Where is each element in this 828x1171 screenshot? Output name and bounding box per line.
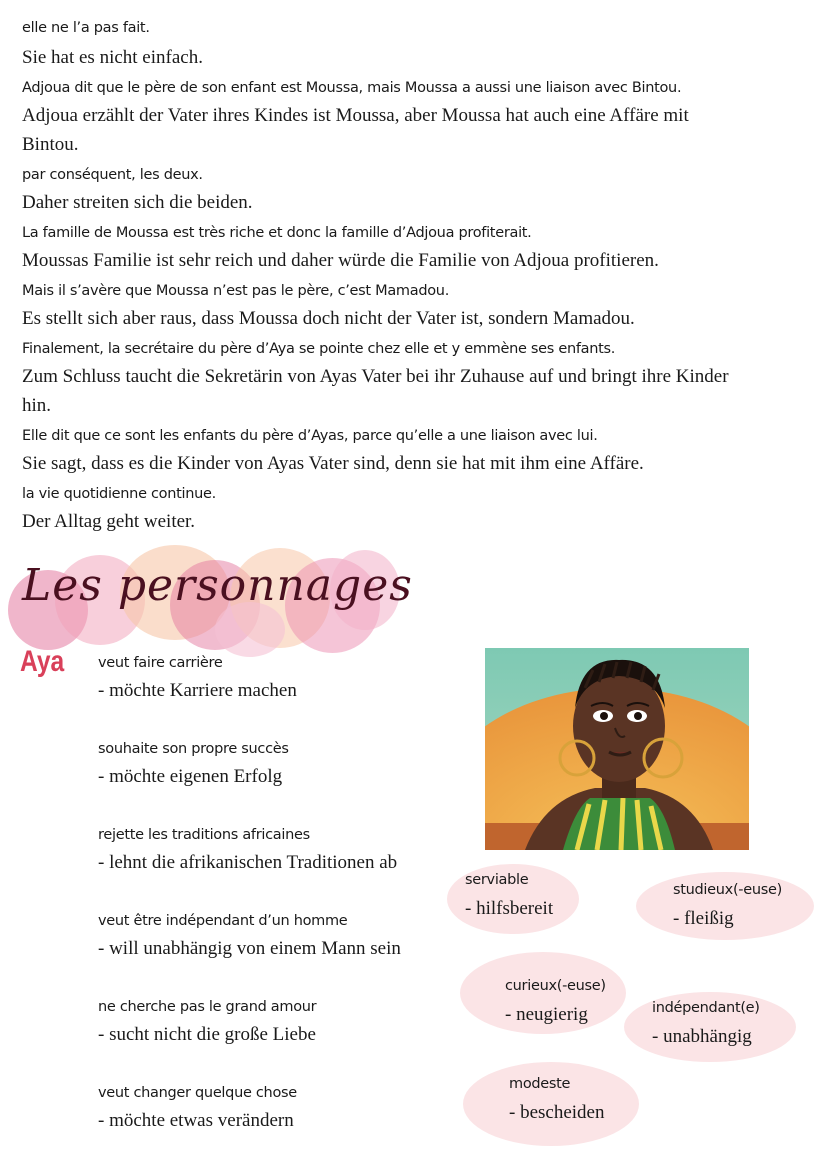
section-title: Les personnages bbox=[22, 560, 413, 611]
summary-line-de: Adjoua erzählt der Vater ihres Kindes ist Moussa, aber Moussa hat auch eine Affäre mit bbox=[22, 105, 689, 126]
summary-line-de: hin. bbox=[22, 395, 52, 416]
summary-line-de: Sie sagt, dass es die Kinder von Ayas Vater sind, denn sie hat mit ihm eine Affäre. bbox=[22, 453, 644, 474]
trait-de: - lehnt die afrikanischen Traditionen ab bbox=[98, 852, 398, 873]
summary-line-fr: Adjoua dit que le père de son enfant est Moussa, mais Moussa a aussi une liaison avec Bintou. bbox=[22, 80, 682, 96]
summary-line-de: Bintou. bbox=[22, 134, 79, 155]
trait-item bbox=[98, 1080, 458, 1136]
adjective-de: - neugierig bbox=[505, 1004, 588, 1025]
trait-fr: veut changer quelque chose bbox=[98, 1085, 297, 1101]
adjective-bubble bbox=[460, 952, 626, 1034]
summary-line-fr: elle ne l’a pas fait. bbox=[22, 20, 150, 36]
character-traits bbox=[98, 650, 458, 1166]
story-summary bbox=[22, 14, 812, 536]
trait-fr: ne cherche pas le grand amour bbox=[98, 999, 317, 1015]
trait-item bbox=[98, 736, 458, 792]
adjective-fr: indépendant(e) bbox=[652, 1000, 760, 1016]
trait-fr: rejette les traditions africaines bbox=[98, 827, 310, 843]
summary-line-fr: la vie quotidienne continue. bbox=[22, 486, 216, 502]
adjective-fr: modeste bbox=[509, 1076, 571, 1092]
trait-de: - will unabhängig von einem Mann sein bbox=[98, 938, 401, 959]
adjective-de: - bescheiden bbox=[509, 1102, 605, 1123]
trait-item bbox=[98, 822, 458, 878]
summary-line-de: Moussas Familie ist sehr reich und daher würde die Familie von Adjoua profitieren. bbox=[22, 250, 659, 271]
trait-item bbox=[98, 908, 458, 964]
adjective-bubble bbox=[463, 1062, 639, 1146]
trait-fr: souhaite son propre succès bbox=[98, 741, 289, 757]
adjective-fr: studieux(-euse) bbox=[673, 882, 782, 898]
trait-de: - möchte etwas verändern bbox=[98, 1110, 294, 1131]
summary-line-de: Der Alltag geht weiter. bbox=[22, 511, 196, 532]
adjective-fr: serviable bbox=[465, 872, 529, 888]
summary-line-fr: par conséquent, les deux. bbox=[22, 167, 203, 183]
adjective-de: - fleißig bbox=[673, 908, 734, 929]
adjective-de: - hilfsbereit bbox=[465, 898, 554, 919]
summary-line-fr: La famille de Moussa est très riche et donc la famille d’Adjoua profiterait. bbox=[22, 225, 532, 241]
trait-item bbox=[98, 650, 458, 706]
trait-de: - sucht nicht die große Liebe bbox=[98, 1024, 316, 1045]
aya-portrait bbox=[485, 648, 749, 850]
summary-line-de: Zum Schluss taucht die Sekretärin von Ayas Vater bei ihr Zuhause auf und bringt ihre Kinder bbox=[22, 366, 729, 387]
summary-line-de: Sie hat es nicht einfach. bbox=[22, 47, 203, 68]
adjective-bubble bbox=[624, 992, 796, 1062]
aya-portrait-illustration bbox=[485, 648, 749, 850]
adjective-bubble bbox=[636, 872, 814, 940]
summary-line-fr: Elle dit que ce sont les enfants du père d’Ayas, parce qu’elle a une liaison avec lui. bbox=[22, 428, 598, 444]
summary-line-fr: Mais il s’avère que Moussa n’est pas le père, c’est Mamadou. bbox=[22, 283, 449, 299]
adjective-fr: curieux(-euse) bbox=[505, 978, 606, 994]
trait-de: - möchte eigenen Erfolg bbox=[98, 766, 283, 787]
summary-line-de: Daher streiten sich die beiden. bbox=[22, 192, 253, 213]
trait-fr: veut faire carrière bbox=[98, 655, 223, 671]
adjective-de: - unabhängig bbox=[652, 1026, 752, 1047]
summary-line-fr: Finalement, la secrétaire du père d’Aya se pointe chez elle et y emmène ses enfants. bbox=[22, 341, 616, 357]
trait-de: - möchte Karriere machen bbox=[98, 680, 297, 701]
adjective-bubble bbox=[447, 864, 579, 934]
character-name: Aya bbox=[20, 645, 65, 678]
trait-fr: veut être indépendant d’un homme bbox=[98, 913, 348, 929]
summary-line-de: Es stellt sich aber raus, dass Moussa doch nicht der Vater ist, sondern Mamadou. bbox=[22, 308, 635, 329]
trait-item bbox=[98, 994, 458, 1050]
